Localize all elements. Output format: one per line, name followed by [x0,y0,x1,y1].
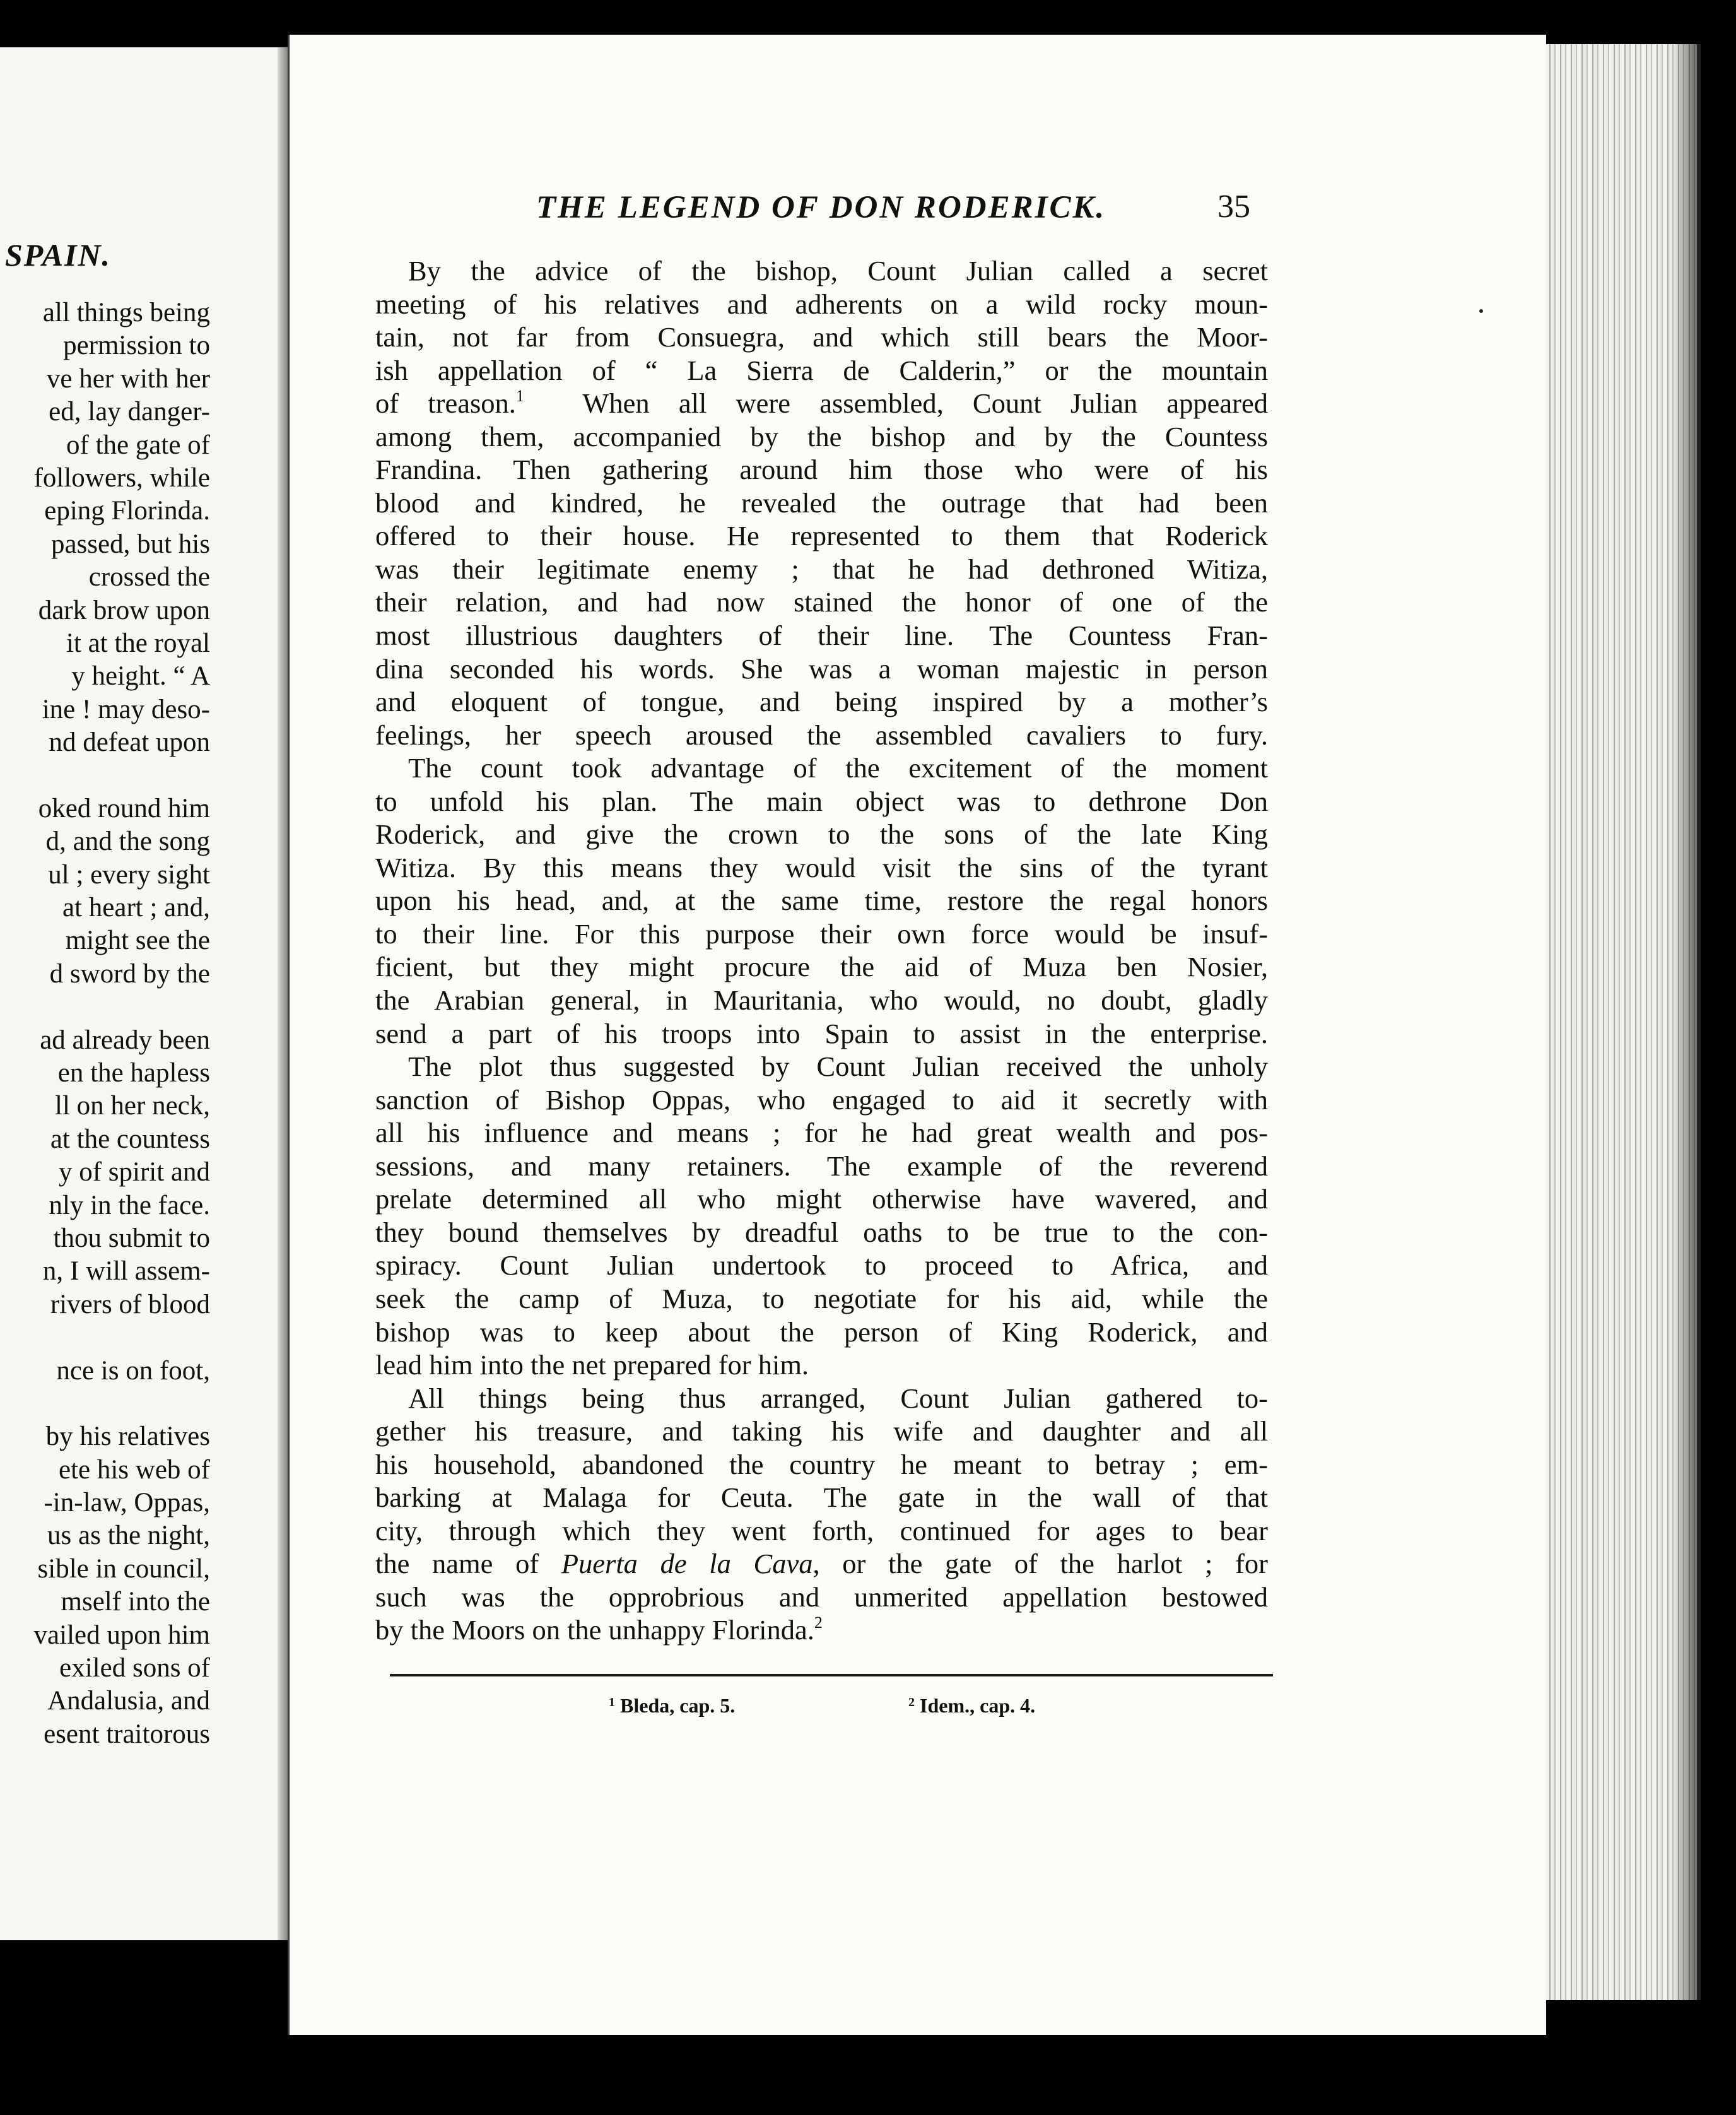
footnote-1 [609,1694,735,1717]
text-line: us as the night, [47,1521,210,1551]
text-line: rivers of blood [50,1289,210,1319]
text-line: By the advice of the bishop, Count Julian called a secret [408,255,1268,286]
text-line: feelings, her speech aroused the assembled cavaliers to fury. [375,719,1268,751]
text-line: nce is on foot, [56,1355,210,1386]
text-line: ed, lay danger- [49,397,210,427]
text-line-with-footnote [375,1613,1268,1647]
footnote-marker: 1 [515,387,524,406]
text-line: nd defeat upon [49,728,210,758]
text-line: by his relatives [45,1422,210,1452]
left-page [0,47,289,1940]
text-line: the Arabian general, in Mauritania, who would, no doubt, gladly [375,984,1268,1016]
text-line: mself into the [61,1587,210,1617]
left-page-text [34,297,210,1751]
text-line: all things being [42,298,210,327]
text-line: they bound themselves by dreadful oaths to be true to the con- [375,1216,1268,1248]
text-line: d, and the song [45,827,210,857]
text-line-blank [34,991,210,1023]
text-line: n, I will assem- [42,1256,210,1287]
text-line: his household, abandoned the country he meant to betray ; em- [375,1448,1268,1480]
text-line: lead him into the net prepared for him. [375,1349,809,1381]
text-line: ine ! may deso- [42,694,210,724]
text-line: at the countess [50,1124,210,1154]
text-line: y of spirit and [58,1157,210,1187]
text-line-with-italic [375,1547,1268,1581]
text-line: The count took advantage of the excitement of the moment [408,752,1268,784]
text-line: esent traitorous [44,1719,210,1749]
text-line: prelate determined all who might otherwise have wavered, and [375,1183,1268,1215]
text-line: such was the opprobrious and unmerited appellation bestowed [375,1581,1268,1613]
text-line: oked round him [38,793,210,823]
text-line: blood and kindred, he revealed the outrage that had been [375,486,1268,519]
text-line: thou submit to [53,1223,210,1253]
text-line: spiracy. Count Julian undertook to proceed to Africa, and [375,1249,1268,1281]
text-line-blank [34,1387,210,1420]
text-line: upon his head, and, at the same time, restore the regal honors [375,885,1268,917]
text-segment: , or the gate of the harlot ; for [812,1548,1268,1580]
text-line: Roderick, and give the crown to the sons of the late King [375,818,1268,851]
text-line: sible in council, [37,1553,210,1584]
italic-place-name: Puerta de la Cava [561,1548,813,1580]
text-segment: When all were assembled, Count Julian appeared [582,387,1269,420]
text-line: nly in the face. [49,1190,210,1220]
text-line: ll on her neck, [55,1091,210,1121]
text-line: ad already been [40,1025,210,1055]
footnote-2 [908,1694,1035,1717]
text-line: ete his web of [58,1454,210,1485]
text-line: send a part of his troops into Spain to assist in the enterprise. [375,1017,1268,1049]
text-line: All things being thus arranged, Count Julian gathered to- [408,1382,1268,1414]
running-head: THE LEGEND OF DON RODERICK. [536,190,1106,225]
text-line: was their legitimate enemy ; that he had dethroned Witiza, [375,553,1268,585]
footnote-mark: 1 [609,1695,615,1709]
text-line: offered to their house. He represented to them that Roderick [375,520,1268,552]
text-line-with-footnote [375,387,1268,420]
footnote-mark: 2 [908,1695,915,1709]
text-line: en the hapless [57,1058,210,1088]
text-line: among them, accompanied by the bishop and by the Countess [375,420,1268,452]
body-text [375,254,1268,1647]
text-line: to unfold his plan. The main object was to dethrone Don [375,785,1268,817]
text-line: sanction of Bishop Oppas, who engaged to aid it secretly with [375,1083,1268,1116]
text-line: at heart ; and, [62,893,210,923]
footnote-text: Bleda, cap. 5. [620,1694,736,1717]
text-line: of the gate of [66,430,210,460]
text-line: city, through which they went forth, continued for ages to bear [375,1514,1268,1546]
text-line-blank [34,759,210,792]
text-line: Frandina. Then gathering around him those who were of his [375,454,1268,486]
text-line: d sword by the [49,958,210,989]
page-number: 35 [1217,189,1250,225]
text-line: to their line. For this purpose their own force would be insuf- [375,917,1268,950]
text-line: passed, but his [50,529,210,559]
text-line: meeting of his relatives and adherents on a wild rocky moun- [375,288,1268,320]
text-line: and eloquent of tongue, and being inspired by a mother’s [375,686,1268,718]
text-line: barking at Malaga for Ceuta. The gate in the wall of that [375,1482,1268,1514]
text-segment: the name of [375,1548,539,1580]
left-page-header: SPAIN. [5,237,112,273]
text-line: tain, not far from Consuegra, and which still bears the Moor- [375,321,1268,353]
text-line: followers, while [33,462,210,493]
text-line: their relation, and had now stained the honor of one of the [375,586,1268,618]
text-segment: of treason. [375,387,516,420]
text-line: Witiza. By this means they would visit the sins of the tyrant [375,851,1268,883]
text-line: vailed upon him [33,1620,210,1650]
text-line: ficient, but they might procure the aid of Muza ben Nosier, [375,951,1268,983]
footnote-rule [390,1674,1273,1676]
text-line: sessions, and many retainers. The example of the reverend [375,1150,1268,1182]
footnote-marker: 2 [814,1613,823,1632]
text-line: crossed the [88,562,210,592]
text-line: seek the camp of Muza, to negotiate for his aid, while the [375,1282,1268,1314]
text-line: -in-law, Oppas, [44,1488,210,1518]
text-line: permission to [63,331,210,361]
text-line: eping Florinda. [44,496,210,526]
text-line: all his influence and means ; for he had great wealth and pos- [375,1117,1268,1149]
text-line: ul ; every sight [48,859,210,890]
text-line: y height. “ A [71,661,210,692]
text-line: exiled sons of [59,1653,210,1683]
text-line: most illustrious daughters of their line. The Countess Fran- [375,620,1268,652]
ink-speck [1479,309,1483,313]
text-line: ish appellation of “ La Sierra de Calderin,” or the mountain [375,354,1268,386]
text-line: dark brow upon [38,595,210,625]
text-line: gether his treasure, and taking his wife and daughter and all [375,1415,1268,1447]
text-line: ve her with her [46,363,210,394]
text-line: it at the royal [66,628,210,658]
text-line-blank [34,1321,210,1354]
text-line: The plot thus suggested by Count Julian received the unholy [408,1051,1268,1083]
text-line: might see the [65,926,210,956]
text-line: dina seconded his words. She was a woman majestic in person [375,652,1268,685]
footnote-text: Idem., cap. 4. [920,1694,1036,1717]
text-line: Andalusia, and [47,1686,210,1716]
text-line: bishop was to keep about the person of King Roderick, and [375,1316,1268,1348]
text-segment: by the Moors on the unhappy Florinda. [375,1614,814,1646]
